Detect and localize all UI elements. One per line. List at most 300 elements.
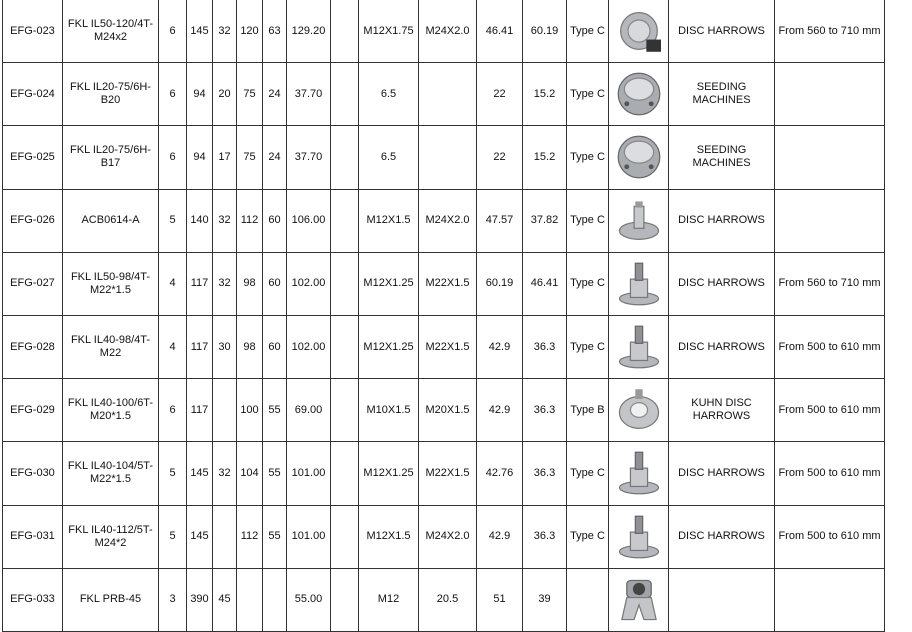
thread2-cell (419, 568, 477, 631)
d4-text: 24 (268, 87, 281, 100)
application-cell (669, 568, 775, 631)
model-cell (63, 315, 159, 378)
table-row (3, 0, 885, 63)
table-row (3, 252, 885, 315)
d2-text: 45 (218, 593, 231, 606)
holes-text: 6 (169, 24, 176, 37)
d1-text: 140 (190, 214, 209, 227)
type-text: Type C (570, 340, 605, 353)
value2-text: 60.19 (530, 24, 559, 37)
cup-hub-icon (617, 388, 661, 432)
spindle-hub-icon (617, 451, 661, 495)
spacer-cell (331, 568, 359, 631)
d4-text: 60 (268, 340, 281, 353)
type-cell (567, 315, 609, 378)
d3-text: 75 (243, 150, 256, 163)
d4-cell (263, 252, 287, 315)
holes-text: 6 (169, 87, 176, 100)
d1-cell (187, 442, 213, 505)
value1-text: 22 (493, 150, 506, 163)
model-cell (63, 0, 159, 63)
d2-cell (213, 568, 237, 631)
application-text: DISC HARROWS (678, 340, 765, 353)
specs-table (2, 0, 885, 632)
type-text: Type C (570, 466, 605, 479)
model-cell (63, 379, 159, 442)
hub-with-shaft-icon (617, 9, 661, 53)
type-text: Type C (570, 277, 605, 290)
seeding-hub-icon (617, 72, 661, 116)
d2-cell (213, 252, 237, 315)
value2-text: 15.2 (533, 150, 556, 163)
holes-cell (159, 379, 187, 442)
thread2-text: M24X2.0 (425, 214, 470, 227)
value2-cell (523, 505, 567, 568)
thread2-text: M24X2.0 (425, 24, 470, 37)
type-text: Type C (570, 150, 605, 163)
holes-cell (159, 252, 187, 315)
thread1-cell (359, 379, 419, 442)
thread1-text: M12X1.5 (366, 214, 411, 227)
holes-text: 4 (169, 277, 176, 290)
d4-text: 60 (268, 214, 281, 227)
model-text: FKL IL50-98/4T-M22*1.5 (70, 270, 151, 296)
d1-text: 117 (190, 403, 209, 416)
weight-text: 55.00 (294, 593, 323, 606)
model-cell (63, 252, 159, 315)
value1-cell (477, 189, 523, 252)
value1-cell (477, 126, 523, 189)
d3-text: 98 (243, 277, 256, 290)
value1-cell (477, 0, 523, 63)
d4-cell (263, 0, 287, 63)
thread1-text: M12X1.75 (363, 24, 414, 37)
code-cell (3, 379, 63, 442)
d1-cell (187, 379, 213, 442)
d1-text: 94 (193, 150, 206, 163)
value1-text: 42.9 (488, 340, 511, 353)
thread2-cell (419, 315, 477, 378)
model-text: ACB0614-A (81, 214, 140, 227)
value2-cell (523, 379, 567, 442)
holes-text: 5 (169, 530, 176, 543)
d2-cell (213, 189, 237, 252)
range-text: From 500 to 610 mm (778, 530, 881, 543)
holes-cell (159, 505, 187, 568)
value2-text: 36.3 (533, 530, 556, 543)
d1-cell (187, 0, 213, 63)
holes-cell (159, 63, 187, 126)
value2-cell (523, 442, 567, 505)
d3-text: 100 (240, 403, 259, 416)
holes-cell (159, 126, 187, 189)
spacer-cell (331, 63, 359, 126)
thread2-cell (419, 379, 477, 442)
application-cell (669, 252, 775, 315)
d1-text: 94 (193, 87, 206, 100)
thread2-cell (419, 442, 477, 505)
d2-cell (213, 0, 237, 63)
application-text: DISC HARROWS (678, 214, 765, 227)
code-cell (3, 505, 63, 568)
spindle-hub-icon (617, 515, 661, 559)
code-text: EFG-027 (10, 277, 55, 290)
table-row (3, 315, 885, 378)
d4-text: 60 (268, 277, 281, 290)
d3-text: 112 (240, 214, 259, 227)
model-cell (63, 63, 159, 126)
flat-hub-icon (617, 199, 661, 243)
application-cell (669, 505, 775, 568)
holes-text: 6 (169, 403, 176, 416)
d4-cell (263, 505, 287, 568)
d3-cell (237, 379, 263, 442)
holes-text: 3 (169, 593, 176, 606)
code-cell (3, 63, 63, 126)
thread2-text: M24X2.0 (425, 530, 470, 543)
type-text: Type B (570, 403, 605, 416)
d2-text: 32 (218, 214, 231, 227)
thread2-text: M22X1.5 (425, 340, 470, 353)
d1-text: 117 (190, 277, 209, 290)
range-cell (775, 568, 885, 631)
range-cell (775, 379, 885, 442)
d2-cell (213, 505, 237, 568)
value2-text: 36.3 (533, 403, 556, 416)
code-cell (3, 315, 63, 378)
thread1-cell (359, 568, 419, 631)
range-cell (775, 505, 885, 568)
range-cell (775, 252, 885, 315)
d4-cell (263, 126, 287, 189)
model-cell (63, 568, 159, 631)
weight-cell (287, 126, 331, 189)
thread2-cell (419, 0, 477, 63)
d4-text: 63 (268, 24, 281, 37)
thread2-cell (419, 126, 477, 189)
spacer-cell (331, 0, 359, 63)
value2-cell (523, 315, 567, 378)
spacer-cell (331, 126, 359, 189)
d3-cell (237, 315, 263, 378)
application-cell (669, 379, 775, 442)
weight-cell (287, 189, 331, 252)
d4-text: 55 (268, 530, 281, 543)
type-cell (567, 126, 609, 189)
thread2-cell (419, 505, 477, 568)
model-text: FKL IL40-100/6T-M20*1.5 (67, 397, 154, 423)
value2-text: 39 (538, 593, 551, 606)
image-cell (609, 315, 669, 378)
weight-cell (287, 252, 331, 315)
application-text: DISC HARROWS (678, 530, 765, 543)
d2-cell (213, 126, 237, 189)
holes-cell (159, 568, 187, 631)
d3-cell (237, 505, 263, 568)
weight-cell (287, 379, 331, 442)
table-row (3, 505, 885, 568)
weight-cell (287, 505, 331, 568)
value2-text: 15.2 (533, 87, 556, 100)
table-row (3, 379, 885, 442)
value1-cell (477, 505, 523, 568)
thread1-text: M10X1.5 (366, 403, 411, 416)
value1-cell (477, 63, 523, 126)
image-cell (609, 0, 669, 63)
type-text: Type C (570, 24, 605, 37)
range-cell (775, 315, 885, 378)
table-row (3, 63, 885, 126)
holes-cell (159, 0, 187, 63)
application-text: KUHN DISC HARROWS (691, 397, 752, 423)
d2-text: 32 (218, 466, 231, 479)
holes-text: 5 (169, 214, 176, 227)
code-text: EFG-026 (10, 214, 55, 227)
application-text: DISC HARROWS (678, 24, 765, 37)
type-text: Type C (570, 87, 605, 100)
value1-cell (477, 442, 523, 505)
value1-text: 42.9 (488, 530, 511, 543)
d3-text: 98 (243, 340, 256, 353)
d4-cell (263, 63, 287, 126)
model-text: FKL IL20-75/6H-B20 (70, 81, 151, 107)
d1-cell (187, 505, 213, 568)
thread1-text: M12X1.25 (363, 466, 414, 479)
thread1-cell (359, 0, 419, 63)
type-text: Type C (570, 530, 605, 543)
d1-text: 117 (190, 340, 209, 353)
code-text: EFG-030 (10, 466, 55, 479)
image-cell (609, 505, 669, 568)
d2-text: 32 (218, 24, 231, 37)
weight-cell (287, 63, 331, 126)
value2-text: 36.3 (533, 340, 556, 353)
d1-cell (187, 126, 213, 189)
d1-text: 145 (190, 24, 209, 37)
thread1-cell (359, 126, 419, 189)
thread1-cell (359, 505, 419, 568)
d2-cell (213, 442, 237, 505)
value1-text: 46.41 (485, 24, 514, 37)
model-text: FKL IL20-75/6H-B17 (70, 144, 151, 170)
holes-text: 4 (169, 340, 176, 353)
spindle-hub-icon (617, 325, 661, 369)
code-text: EFG-028 (10, 340, 55, 353)
thread2-cell (419, 252, 477, 315)
table-row (3, 126, 885, 189)
d1-cell (187, 252, 213, 315)
value1-text: 51 (493, 593, 506, 606)
application-text: SEEDING MACHINES (692, 81, 751, 107)
type-cell (567, 0, 609, 63)
d2-text: 32 (218, 277, 231, 290)
value2-cell (523, 568, 567, 631)
type-cell (567, 568, 609, 631)
model-text: FKL IL40-112/5T-M24*2 (68, 523, 153, 549)
table-row (3, 568, 885, 631)
model-text: FKL IL50-120/4T-M24x2 (67, 18, 154, 44)
thread2-text: M20X1.5 (425, 403, 470, 416)
holes-text: 5 (169, 466, 176, 479)
spindle-hub-icon (617, 262, 661, 306)
weight-cell (287, 0, 331, 63)
d4-cell (263, 189, 287, 252)
code-cell (3, 568, 63, 631)
code-text: EFG-024 (10, 87, 55, 100)
model-text: FKL PRB-45 (79, 593, 142, 606)
application-text: DISC HARROWS (678, 466, 765, 479)
weight-cell (287, 442, 331, 505)
thread1-text: M12X1.25 (363, 340, 414, 353)
image-cell (609, 568, 669, 631)
image-cell (609, 252, 669, 315)
thread2-text: M22X1.5 (425, 466, 470, 479)
d1-cell (187, 189, 213, 252)
d4-cell (263, 568, 287, 631)
d3-cell (237, 252, 263, 315)
code-cell (3, 126, 63, 189)
range-cell (775, 63, 885, 126)
model-cell (63, 126, 159, 189)
d4-cell (263, 379, 287, 442)
thread1-text: M12 (377, 593, 400, 606)
weight-cell (287, 315, 331, 378)
d2-text: 17 (218, 150, 231, 163)
weight-text: 101.00 (291, 530, 326, 543)
spacer-cell (331, 379, 359, 442)
thread1-cell (359, 442, 419, 505)
d3-cell (237, 126, 263, 189)
d1-text: 145 (190, 466, 209, 479)
d1-cell (187, 568, 213, 631)
d3-text: 104 (240, 466, 259, 479)
value1-cell (477, 379, 523, 442)
type-cell (567, 189, 609, 252)
value1-text: 42.9 (488, 403, 511, 416)
code-text: EFG-033 (10, 593, 55, 606)
weight-text: 102.00 (291, 277, 326, 290)
thread2-text: M22X1.5 (425, 277, 470, 290)
d1-cell (187, 63, 213, 126)
type-cell (567, 505, 609, 568)
holes-cell (159, 442, 187, 505)
value2-cell (523, 189, 567, 252)
table-body (3, 0, 885, 631)
d3-cell (237, 189, 263, 252)
d3-text: 120 (240, 24, 259, 37)
value2-cell (523, 126, 567, 189)
code-cell (3, 442, 63, 505)
d2-cell (213, 379, 237, 442)
value2-text: 46.41 (530, 277, 559, 290)
spacer-cell (331, 315, 359, 378)
range-cell (775, 0, 885, 63)
application-cell (669, 442, 775, 505)
code-cell (3, 189, 63, 252)
application-cell (669, 189, 775, 252)
value1-text: 22 (493, 87, 506, 100)
range-text: From 500 to 610 mm (778, 403, 881, 416)
image-cell (609, 63, 669, 126)
spacer-cell (331, 442, 359, 505)
application-text: SEEDING MACHINES (692, 144, 751, 170)
d4-text: 55 (268, 466, 281, 479)
code-cell (3, 0, 63, 63)
model-cell (63, 505, 159, 568)
value1-cell (477, 252, 523, 315)
code-cell (3, 252, 63, 315)
model-text: FKL IL40-98/4T-M22 (70, 334, 151, 360)
weight-text: 101.00 (291, 466, 326, 479)
d3-cell (237, 63, 263, 126)
value2-cell (523, 0, 567, 63)
range-cell (775, 189, 885, 252)
image-cell (609, 442, 669, 505)
image-cell (609, 126, 669, 189)
thread1-text: 6.5 (380, 87, 397, 100)
type-text: Type C (570, 214, 605, 227)
type-cell (567, 252, 609, 315)
weight-text: 69.00 (294, 403, 323, 416)
d3-cell (237, 442, 263, 505)
weight-text: 37.70 (294, 87, 323, 100)
d2-text: 20 (218, 87, 231, 100)
model-text: FKL IL40-104/5T-M22*1.5 (67, 460, 154, 486)
range-cell (775, 442, 885, 505)
type-cell (567, 442, 609, 505)
seeding-hub-icon (617, 135, 661, 179)
range-text: From 560 to 710 mm (778, 24, 881, 37)
d1-text: 390 (190, 593, 209, 606)
weight-cell (287, 568, 331, 631)
d4-cell (263, 442, 287, 505)
code-text: EFG-029 (10, 403, 55, 416)
thread2-cell (419, 63, 477, 126)
table-row (3, 442, 885, 505)
model-cell (63, 442, 159, 505)
spacer-cell (331, 189, 359, 252)
image-cell (609, 189, 669, 252)
model-cell (63, 189, 159, 252)
thread1-text: M12X1.5 (366, 530, 411, 543)
thread1-cell (359, 252, 419, 315)
type-cell (567, 379, 609, 442)
value2-cell (523, 252, 567, 315)
thread1-text: M12X1.25 (363, 277, 414, 290)
thread1-cell (359, 189, 419, 252)
application-text: DISC HARROWS (678, 277, 765, 290)
application-cell (669, 126, 775, 189)
code-text: EFG-025 (10, 150, 55, 163)
image-cell (609, 379, 669, 442)
thread1-cell (359, 63, 419, 126)
d1-text: 145 (190, 530, 209, 543)
d1-cell (187, 315, 213, 378)
spacer-cell (331, 505, 359, 568)
thread1-cell (359, 315, 419, 378)
d2-text: 30 (218, 340, 231, 353)
thread2-cell (419, 189, 477, 252)
holes-cell (159, 189, 187, 252)
range-text: From 500 to 610 mm (778, 340, 881, 353)
value2-text: 37.82 (530, 214, 559, 227)
d3-cell (237, 568, 263, 631)
value1-text: 42.76 (485, 466, 514, 479)
weight-text: 129.20 (291, 24, 326, 37)
d3-cell (237, 0, 263, 63)
weight-text: 106.00 (291, 214, 326, 227)
value2-cell (523, 63, 567, 126)
